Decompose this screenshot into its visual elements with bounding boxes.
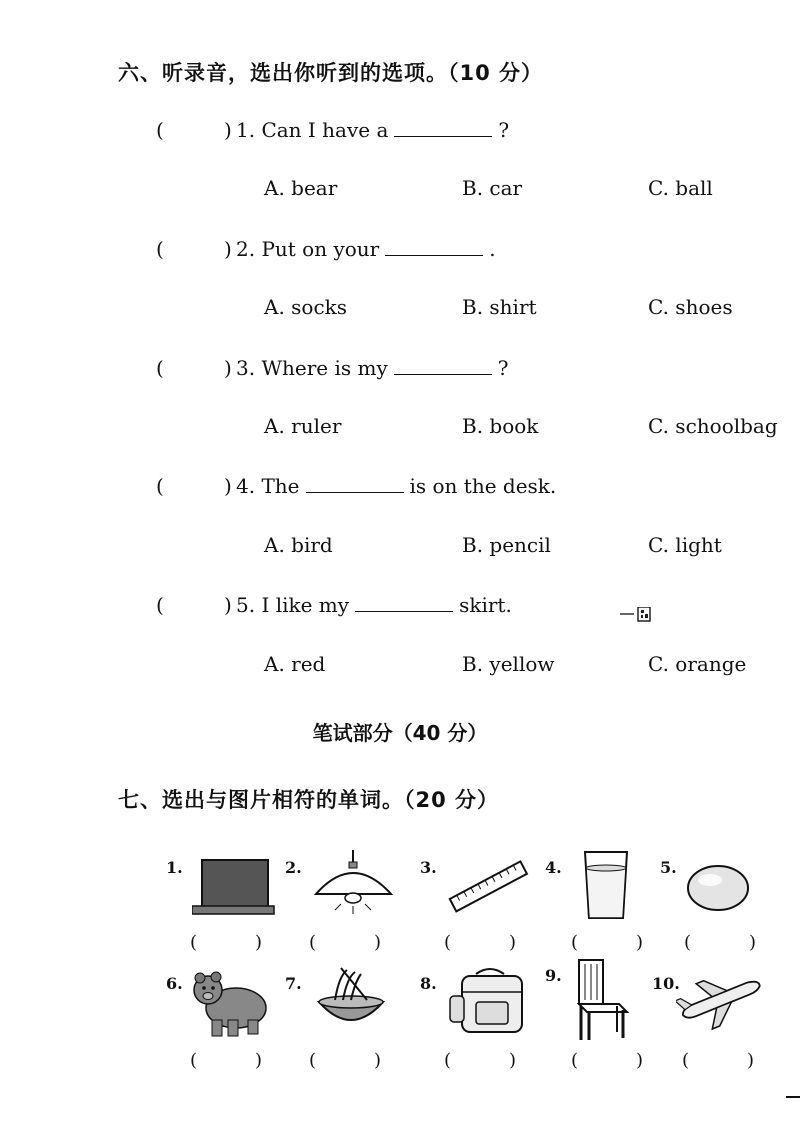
ruler-icon bbox=[446, 850, 536, 920]
options-4 bbox=[0, 533, 800, 573]
question-text-end: ? bbox=[498, 118, 510, 142]
option-a: A. red bbox=[264, 652, 326, 676]
bear-icon bbox=[192, 966, 272, 1040]
question-text: 3. Where is my bbox=[236, 356, 388, 380]
option-b: B. shirt bbox=[462, 295, 537, 319]
option-b: B. pencil bbox=[462, 533, 551, 557]
picture-item-7: 7. ( ) bbox=[285, 966, 415, 1086]
schoolbag-icon bbox=[446, 966, 536, 1040]
option-a: A. bird bbox=[264, 533, 333, 557]
picture-number: 4. bbox=[545, 858, 562, 877]
blackboard-icon bbox=[192, 850, 282, 920]
options-5 bbox=[0, 652, 800, 692]
picture-item-2: 2. ( ) bbox=[285, 850, 415, 970]
qr-code-icon bbox=[620, 607, 652, 623]
answer-paren-open: ( bbox=[156, 237, 164, 261]
answer-blank[interactable] bbox=[394, 356, 492, 375]
option-c: C. shoes bbox=[648, 295, 733, 319]
question-text-end: ? bbox=[497, 356, 509, 380]
picture-item-4: 4. ( ) bbox=[545, 850, 675, 970]
picture-number: 10. bbox=[652, 974, 680, 993]
option-c: C. orange bbox=[648, 652, 747, 676]
option-b: B. book bbox=[462, 414, 539, 438]
written-part-title: 笔试部分（40 分） bbox=[312, 721, 488, 745]
question-4 bbox=[0, 474, 800, 514]
picture-number: 1. bbox=[166, 858, 183, 877]
section-six-title: 六、听录音，选出你听到的选项。（10 分） bbox=[118, 61, 544, 85]
question-text: 1. Can I have a bbox=[236, 118, 389, 142]
question-text-end: is on the desk. bbox=[409, 474, 557, 498]
answer-paren-close: ) bbox=[224, 474, 232, 498]
option-a: A. socks bbox=[264, 295, 348, 319]
answer-paren-open: ( bbox=[156, 474, 164, 498]
answer-paren-open: ( bbox=[156, 593, 164, 617]
question-text: 2. Put on your bbox=[236, 237, 380, 261]
picture-item-9: 9. ( ) bbox=[545, 958, 675, 1078]
glass-of-milk-icon bbox=[571, 850, 661, 922]
answer-paren-close: ) bbox=[224, 237, 232, 261]
picture-item-1: 1. ( ) bbox=[166, 850, 296, 970]
picture-item-8: 8. ( ) bbox=[420, 966, 550, 1086]
picture-number: 2. bbox=[285, 858, 302, 877]
picture-item-6: 6. ( ) bbox=[166, 966, 296, 1086]
question-2 bbox=[0, 237, 800, 277]
picture-number: 6. bbox=[166, 974, 183, 993]
option-c: C. light bbox=[648, 533, 722, 557]
picture-number: 3. bbox=[420, 858, 437, 877]
answer-paren-open: ( bbox=[156, 118, 164, 142]
answer-blank[interactable] bbox=[355, 593, 453, 612]
picture-item-3: 3. ( ) bbox=[420, 850, 550, 970]
question-text-end: . bbox=[489, 237, 496, 261]
answer-blank[interactable] bbox=[385, 237, 483, 256]
option-a: A. ruler bbox=[264, 414, 342, 438]
section-seven-title: 七、选出与图片相符的单词。（20 分） bbox=[118, 788, 500, 812]
option-a: A. bear bbox=[264, 176, 338, 200]
options-3 bbox=[0, 414, 800, 454]
question-text-end: skirt. bbox=[459, 593, 512, 617]
chair-icon bbox=[571, 958, 651, 1042]
question-text: 4. The bbox=[236, 474, 300, 498]
answer-paren-close: ) bbox=[224, 593, 232, 617]
picture-number: 7. bbox=[285, 974, 302, 993]
plane-icon bbox=[676, 966, 766, 1036]
answer-blank[interactable] bbox=[306, 474, 404, 493]
question-1 bbox=[0, 118, 800, 158]
answer-paren-open: ( bbox=[156, 356, 164, 380]
page-edge-mark bbox=[786, 1096, 800, 1098]
picture-number: 8. bbox=[420, 974, 437, 993]
noodles-bowl-icon bbox=[311, 966, 391, 1040]
answer-blank[interactable] bbox=[394, 118, 492, 137]
question-3 bbox=[0, 356, 800, 396]
options-1 bbox=[0, 176, 800, 216]
picture-number: 9. bbox=[545, 966, 562, 985]
picture-number: 5. bbox=[660, 858, 677, 877]
option-b: B. car bbox=[462, 176, 523, 200]
question-text: 5. I like my bbox=[236, 593, 350, 617]
option-c: C. ball bbox=[648, 176, 713, 200]
question-5 bbox=[0, 593, 800, 633]
answer-paren-close: ) bbox=[224, 118, 232, 142]
picture-item-10: 10. ( ) bbox=[652, 966, 782, 1086]
egg-icon bbox=[686, 850, 766, 920]
lamp-icon bbox=[311, 850, 401, 920]
option-c: C. schoolbag bbox=[648, 414, 778, 438]
answer-paren-close: ) bbox=[224, 356, 232, 380]
option-b: B. yellow bbox=[462, 652, 555, 676]
picture-item-5: 5. ( ) bbox=[660, 850, 790, 970]
options-2 bbox=[0, 295, 800, 335]
